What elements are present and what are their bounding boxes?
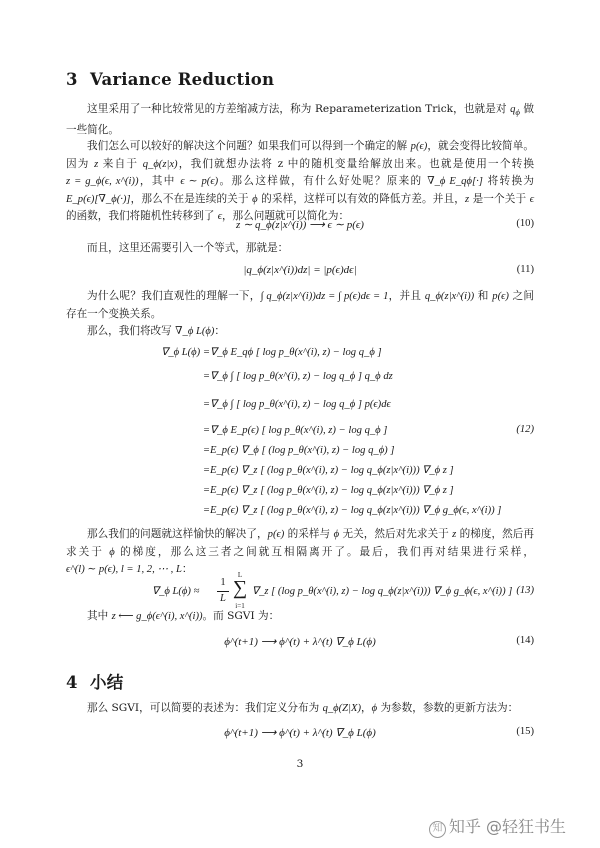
equation-12: [150, 346, 534, 516]
equation-10: z ∼ q_ϕ(z|x^(i)) ⟶ ϵ ∼ p(ϵ) (10): [236, 218, 534, 231]
equation-15: ϕ^(t+1) ⟶ ϕ^(t) + λ^(t) ∇_ϕ L(ϕ) (15): [224, 726, 534, 739]
equation-11: |q_ϕ(z|x^(i))dz| = |p(ϵ)dϵ| (11): [243, 264, 534, 276]
eq12-row-2: =∇_ϕ ∫ [ log p_θ(x^(i), z) − log q_ϕ ] q_ϕ dz: [202, 371, 393, 382]
paragraph-8: 那么 SGVI，可以简要的表述为：我们定义分布为 q_ϕ(Z|X)，ϕ 为参数，参数的更新方法为：: [87, 702, 519, 714]
paragraph-7: 其中 z ⟵ g_ϕ(ϵ^(i), x^(i))。而 SGVI 为：: [87, 610, 280, 622]
section-4-heading: 4 小结: [66, 673, 124, 692]
paragraph-4: 为什么呢？我们直观性的理解一下，∫ q_ϕ(z|x^(i))dz = ∫ p(ϵ)dϵ = 1，并且 q_ϕ(z|x^(i)) 和 p(ϵ) 之间存在一个变换关系。: [66, 290, 534, 320]
paragraph-2: 我们怎么可以较好的解决这个问题？如果我们可以得到一个确定的解 p(ϵ)，就会变得比较简单。因为 z 来自于 q_ϕ(z|x)，我们就想办法将 z 中的随机变量给解放出来。也就是使用一个转换 z = g_ϕ(ϵ, x^(i))，其中 ϵ ∼ p(ϵ)。那么这样做，有什么好处呢？原来的 ∇_ϕ E_qϕ[·] 将转换为 E_p(ϵ)[∇_ϕ(·)]，那么不在是连续的关于 ϕ 的采样，这样可以有效的降低方差。并且，z 是一个关于 ϵ 的函数，我们将随机性转移到了 ϵ，那么问题就可以简化为：: [66, 140, 534, 223]
eq12-row-5: =E_p(ϵ) ∇_ϕ [ (log p_θ(x^(i), z) − log q_ϕ) ]: [202, 445, 395, 456]
page-number: 3: [296, 758, 304, 770]
watermark: 知 知乎 @轻狂书生: [429, 814, 566, 838]
paragraph-6: 那么我们的问题就这样愉快的解决了，p(ϵ) 的采样与 ϕ 无关，然后对先求关于 z 的梯度，然后再求关于 ϕ 的梯度，那么这三者之间就互相隔离开了。最后，我们再对结果进行采样，ϵ^(l) ∼ p(ϵ), l = 1, 2, ⋯ , L：: [66, 528, 534, 576]
equation-14: ϕ^(t+1) ⟶ ϕ^(t) + λ^(t) ∇_ϕ L(ϕ) (14): [224, 635, 534, 648]
eq12-row-6: =E_p(ϵ) ∇_z [ (log p_θ(x^(i), z) − log q_ϕ(z|x^(i))) ∇_ϕ z ]: [202, 465, 454, 476]
eq12-row-4: =∇_ϕ E_p(ϵ) [ log p_θ(x^(i), z) − log q_ϕ ]: [202, 425, 388, 436]
eq12-row-8: =E_p(ϵ) ∇_z [ (log p_θ(x^(i), z) − log q_ϕ(z|x^(i))) ∇_ϕ g_ϕ(ϵ, x^(i)) ]: [202, 505, 502, 516]
eq12-number: (12): [516, 424, 534, 435]
paragraph-5: 那么，我们将改写 ∇_ϕ L(ϕ)：: [87, 325, 225, 337]
eq12-row-3: =∇_ϕ ∫ [ log p_θ(x^(i), z) − log q_ϕ ] p(ϵ)dϵ: [202, 399, 391, 410]
eq12-row-1: ∇_ϕ L(ϕ) =∇_ϕ E_qϕ [ log p_θ(x^(i), z) − log q_ϕ ]: [161, 347, 382, 358]
equation-13: ∇_ϕ L(ϕ) ≈ 1 L L ∑ i=1 ∇_z [ (log p_θ(x^(i), z) − log q_ϕ(z|x^(i))) ∇_ϕ g_ϕ(ϵ, x^(i)) ] (13): [152, 571, 534, 610]
paragraph-3: 而且，这里还需要引入一个等式，那就是：: [87, 242, 289, 254]
section-3-heading: 3 Variance Reduction: [66, 70, 275, 89]
paragraph-1: 这里采用了一种比较常见的方差缩减方法，称为 Reparameterization Trick，也就是对 $q_\phi$ 做一些简化。: [66, 103, 534, 136]
eq12-row-7: =E_p(ϵ) ∇_z [ (log p_θ(x^(i), z) − log q_ϕ(z|x^(i))) ∇_ϕ z ]: [202, 485, 454, 496]
zhihu-logo-icon: 知: [429, 821, 446, 838]
